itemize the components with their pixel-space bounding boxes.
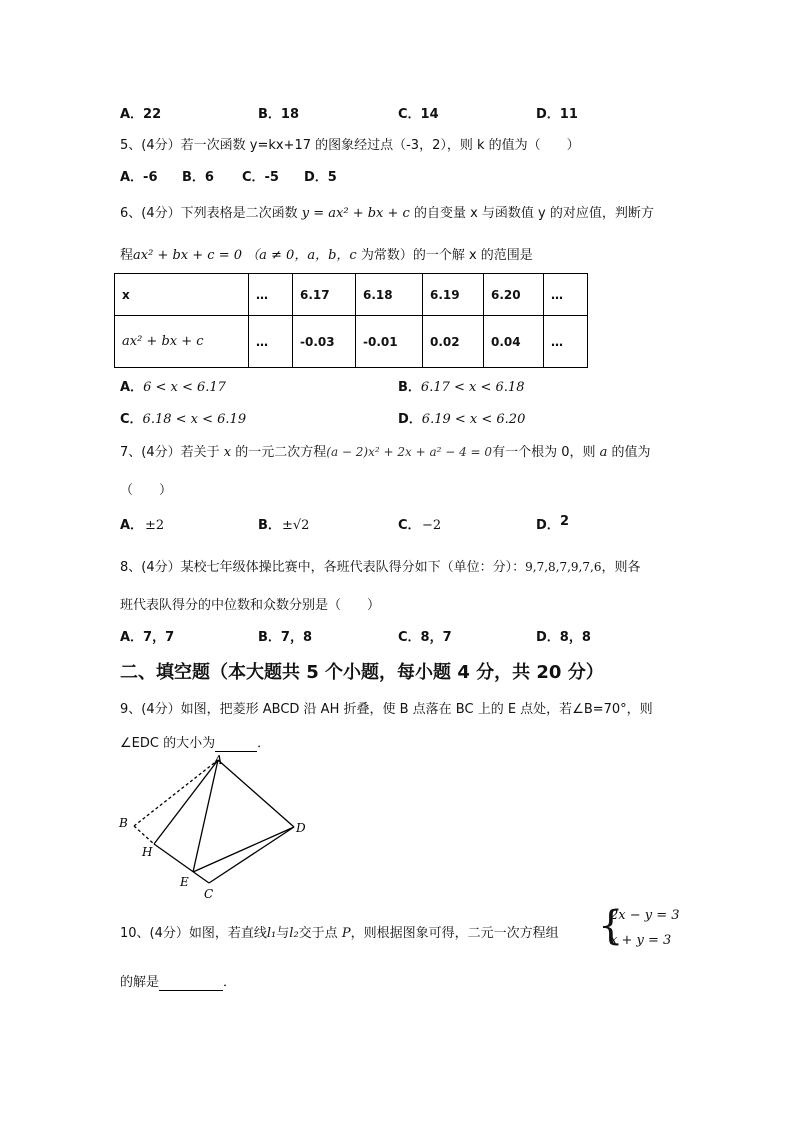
q6-table-row2-label: ax² + bx + c — [122, 334, 204, 349]
q6-line2-prefix: 程 — [120, 248, 134, 263]
table-cell: 6.19 — [423, 274, 484, 316]
q8-line1 — [120, 556, 640, 575]
label-e: E — [180, 875, 189, 889]
q7-option-d-label: D． — [536, 518, 560, 533]
q6-value-table — [114, 273, 588, 368]
q6-line2 — [120, 244, 533, 263]
q7-var-a: a — [599, 445, 608, 460]
q7-var-x: x — [223, 445, 232, 460]
q5-option-c: C．-5 — [242, 170, 279, 185]
label-a: A — [214, 753, 223, 767]
label-d: D — [296, 821, 306, 835]
q6-option-d — [398, 408, 525, 427]
q7-end: 的值为 — [611, 445, 651, 460]
q10-line1 — [120, 922, 559, 941]
q6-option-d-value: 6.19 < x < 6.20 — [421, 412, 526, 427]
q7-option-c-value: −2 — [422, 518, 442, 533]
q10-eq1: 2x − y = 3 — [610, 908, 680, 923]
q8-option-c: C．8，7 — [398, 630, 452, 645]
q4-option-a: A．22 — [120, 107, 162, 122]
q9-rhombus-figure — [112, 748, 312, 906]
q6-option-c-label: C． — [120, 412, 143, 427]
q5-text: 5、(4分）若一次函数 y=kx+17 的图象经过点（-3，2），则 k 的值为（ ） — [120, 138, 580, 153]
q5-option-b: B．6 — [182, 170, 214, 185]
q10-point-p: P — [341, 926, 351, 941]
q6-line1-prefix: 6、(4分）下列表格是二次函数 — [120, 206, 298, 221]
q6-option-b-label: B． — [398, 380, 421, 395]
q9-line2-text: ∠EDC 的大小为 — [120, 736, 216, 751]
table-row — [115, 316, 588, 368]
table-cell — [115, 316, 249, 368]
table-cell: … — [544, 274, 588, 316]
q8-option-b: B．7，8 — [258, 630, 312, 645]
q7-option-a-label: A． — [120, 518, 144, 533]
q7-line1 — [120, 441, 651, 460]
q7-option-d-value: 2 — [560, 514, 570, 529]
q4-option-c: C．14 — [398, 107, 439, 122]
q7-paren: （ ） — [120, 483, 173, 498]
q8-scores: 9,7,8,7,9,7,6 — [525, 560, 602, 574]
q10-line2-end: ． — [223, 975, 237, 990]
table-cell: 0.04 — [484, 316, 544, 368]
q10-eq2: x + y = 3 — [610, 933, 672, 948]
q7-option-c-label: C． — [398, 518, 421, 533]
q7-suffix: 有一个根为 0，则 — [492, 445, 596, 460]
table-cell: 0.02 — [423, 316, 484, 368]
q6-option-b-value: 6.17 < x < 6.18 — [420, 380, 525, 395]
q4-option-b: B．18 — [258, 107, 299, 122]
q6-option-d-label: D． — [398, 412, 422, 427]
q10-middle: 交于点 — [298, 926, 338, 941]
q6-line2-condition: （a ≠ 0，a，b，c — [246, 248, 357, 263]
q10-l1: l₁ — [266, 926, 277, 941]
q6-line1-suffix: 的自变量 x 与函数值 y 的对应值，判断方 — [413, 206, 654, 221]
q5-option-d: D．5 — [304, 170, 337, 185]
table-cell: -0.01 — [356, 316, 423, 368]
q10-prefix: 10、(4分）如图，若直线 — [120, 926, 267, 941]
q9-line1: 9、(4分）如图，把菱形 ABCD 沿 AH 折叠，使 B 点落在 BC 上的 E 点处，若∠B=70°，则 — [120, 702, 653, 717]
q10-line2-text: 的解是 — [120, 975, 160, 990]
q6-option-a-value: 6 < x < 6.17 — [143, 380, 226, 395]
q6-line2-formula: ax² + bx + c = 0 — [133, 248, 242, 263]
q8-option-d: D．8，8 — [536, 630, 591, 645]
q10-l2: l₂ — [289, 926, 299, 941]
q6-line1 — [120, 202, 654, 221]
q10-suffix: ，则根据图象可得，二元一次方程组 — [350, 926, 559, 941]
label-h: H — [142, 845, 153, 859]
q4-option-d: D．11 — [536, 107, 578, 122]
q7-option-a-value: ±2 — [145, 518, 165, 533]
q8-line1-text: 8、(4分）某校七年级体操比赛中，各班代表队得分如下（单位：分）： — [120, 560, 526, 575]
q8-option-a: A．7，7 — [120, 630, 175, 645]
fold-line-bh — [134, 826, 154, 844]
q10-line2 — [120, 971, 236, 991]
q6-option-c-value: 6.18 < x < 6.19 — [142, 412, 247, 427]
q8-line2: 班代表队得分的中位数和众数分别是（ ） — [120, 598, 381, 613]
table-cell: … — [544, 316, 588, 368]
table-cell: 6.18 — [356, 274, 423, 316]
q6-line1-formula: y = ax² + bx + c — [301, 206, 410, 221]
table-row — [115, 274, 588, 316]
q6-option-c — [120, 408, 246, 427]
table-cell: -0.03 — [293, 316, 356, 368]
q7-formula: (a − 2)x² + 2x + a² − 4 = 0 — [326, 445, 493, 459]
q10-system-brace: { — [598, 903, 624, 949]
q6-option-a-label: A． — [120, 380, 144, 395]
q10-and: 与 — [276, 926, 290, 941]
q6-option-a — [120, 376, 226, 395]
q7-middle: 的一元二次方程 — [235, 445, 327, 460]
q10-answer-blank — [159, 975, 223, 991]
q8-line1-end: ，则各 — [601, 560, 641, 575]
table-cell: … — [249, 274, 293, 316]
table-cell: 6.17 — [293, 274, 356, 316]
edge-ed — [193, 827, 294, 872]
q7-prefix: 7、(4分）若关于 — [120, 445, 220, 460]
q6-option-b — [398, 376, 524, 395]
label-c: C — [204, 887, 214, 901]
table-cell: x — [115, 274, 249, 316]
edge-ad — [218, 760, 294, 827]
label-b: B — [119, 816, 128, 830]
q7-option-b-label: B． — [258, 518, 281, 533]
edge-dc — [209, 827, 294, 883]
q7-option-b-value: ±√2 — [282, 518, 310, 533]
table-cell: … — [249, 316, 293, 368]
section2-heading: 二、填空题（本大题共 5 个小题，每小题 4 分，共 20 分） — [120, 662, 604, 683]
q5-option-a: A．-6 — [120, 170, 158, 185]
q6-line2-suffix: 为常数）的一个解 x 的范围是 — [360, 248, 533, 263]
q9-line2-end: ． — [257, 736, 271, 751]
table-cell: 6.20 — [484, 274, 544, 316]
